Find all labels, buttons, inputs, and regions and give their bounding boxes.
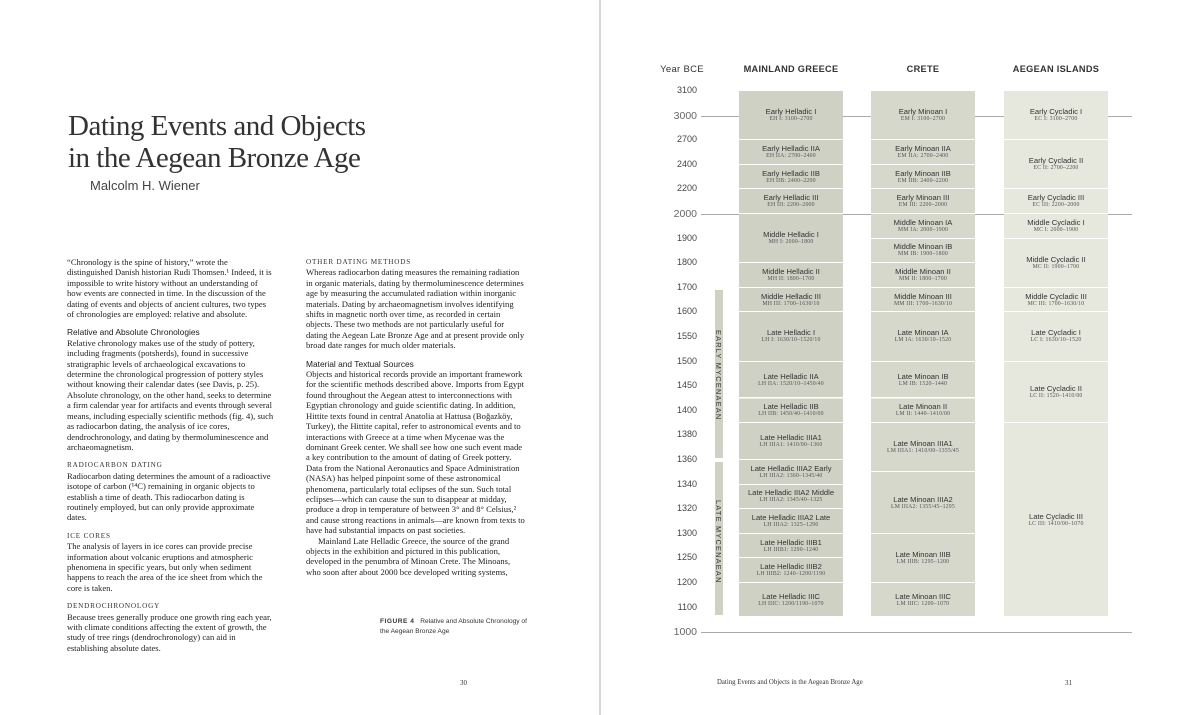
period-dates: EC III: 2200–2000: [1032, 202, 1080, 209]
period-cell: [739, 399, 843, 424]
column-header-mainland: MAINLAND GREECE: [743, 64, 839, 74]
paragraph: Whereas radiocarbon dating measures the remaining radiation in organic materials, dating by thermoluminescence determines age by measuring the accumulated radiation within inorganic materials. Dating by archaeomagnetism involves identifying shifts in magnetic north over time, as recorded in certain objects. These two methods are not particularly useful for dating the Aegean Late Bronze Age and at present provide only broad date ranges for much older materials.: [306, 267, 525, 351]
period-name: Late Helladic IIIA2 Early: [750, 463, 832, 473]
period-dates: LC III: 1410/00–1070: [1028, 520, 1084, 527]
period-cell: [871, 189, 975, 214]
y-tick-label: 1400: [676, 404, 697, 415]
y-tick-label: 1600: [676, 306, 697, 317]
period-name: Middle Cycladic II: [1026, 254, 1086, 264]
period-cell: [739, 312, 843, 361]
period-dates: MH II: 1800–1700: [767, 275, 815, 282]
period-dates: EM IIB: 2400–2200: [897, 177, 949, 184]
subsection-heading: RADIOCARBON DATING: [67, 461, 163, 470]
subsection-heading: ICE CORES: [67, 531, 111, 540]
period-dates: EH IIA: 2700–2400: [766, 152, 816, 159]
period-name: Late Helladic IIIA2 Middle: [747, 488, 835, 498]
period-dates: EH I: 3100–2700: [769, 116, 813, 123]
period-name: Middle Minoan IB: [893, 242, 953, 252]
period-dates: LM IIIC: 1200–1070: [896, 600, 950, 607]
period-cell: [871, 263, 975, 288]
period-name: Middle Helladic I: [763, 230, 819, 240]
period-name: Late Helladic IIIB2: [760, 562, 822, 572]
period-name: Early Helladic IIA: [762, 143, 820, 153]
y-tick-label: 2700: [676, 134, 697, 145]
y-tick-label: 2400: [676, 158, 697, 169]
period-dates: MM IB: 1900–1800: [898, 251, 948, 258]
period-name: Late Minoan IB: [897, 371, 949, 381]
paragraph: Objects and historical records provide an important framework for the scientific methods described above. Imports from Egypt found throughout the Aegean attest to interconnections with Egyptian chronology and guide scientific dating. In addition, Hittite texts found in central Anatolia at Hattusa (Boğazköy, Turkey), the Hittite capital, refer to astronomical events and to interactions with Greece at a time when Mycenae was the dominant Greek center. We shall see how one such event made a key contribution to the amount of dating of Greek pottery. Data from the National Aeronautics and Space Administration (NASA) has helped pinpoint some of these astronomical phenomena, particularly total eclipses of the sun. Such total eclipses—which can cause the sun to disappear at midday, produce a drop in temperature of between 3° and 8° Celsius,² and cause strong reactions in animals—are known from texts to have had substantial impacts on past societies.: [306, 369, 525, 536]
column-header-islands: AEGEAN ISLANDS: [1012, 64, 1100, 74]
period-name: Late Minoan II: [898, 402, 948, 412]
author: Malcolm H. Wiener: [90, 178, 200, 193]
y-tick-label: 1380: [676, 429, 697, 440]
period-cell: [1004, 312, 1108, 361]
period-name: Late Helladic IIB: [763, 402, 819, 412]
page-number: 30: [460, 679, 467, 687]
y-tick-label: 3100: [676, 85, 697, 95]
period-name: Early Cycladic III: [1027, 193, 1085, 203]
period-cell: [871, 312, 975, 361]
period-dates: LM IB: 1520–1440: [898, 380, 948, 387]
y-tick-label: 1250: [676, 552, 697, 563]
period-name: Late Minoan IIIC: [895, 591, 951, 601]
y-tick-label: 1550: [676, 331, 697, 341]
period-cell: [739, 263, 843, 288]
period-cell: [871, 214, 975, 239]
period-cell: [739, 460, 843, 485]
mycenaean-period-label: EARLY MYCENAEAN: [714, 329, 723, 421]
period-name: Early Helladic III: [763, 193, 819, 203]
period-cell: [1004, 288, 1108, 313]
y-axis-header: Year BCE: [660, 64, 704, 75]
period-dates: LH IIIA2: 1360–1345/40: [759, 472, 823, 479]
period-dates: LM IIIA2: 1355/45–1295: [891, 503, 955, 510]
period-dates: MC III: 1700–1630/10: [1027, 300, 1085, 307]
period-dates: LH IIB: 1450/40–1410/00: [758, 411, 824, 418]
period-cell: [871, 399, 975, 424]
subsection-heading: DENDROCHRONOLOGY: [67, 602, 161, 611]
period-cell: [739, 485, 843, 510]
period-name: Late Minoan IIIB: [895, 549, 951, 559]
period-cell: [739, 288, 843, 313]
period-cell: [871, 91, 975, 140]
period-name: Late Cycladic I: [1031, 328, 1081, 338]
period-cell: [1004, 189, 1108, 214]
section-heading: Material and Textual Sources: [306, 358, 414, 369]
period-cell: [871, 239, 975, 264]
figure-caption-text: Relative and Absolute Chronology of the Aegean Bronze Age: [380, 618, 527, 635]
period-cell: [1004, 91, 1108, 140]
period-name: Late Helladic I: [766, 328, 816, 338]
period-cell: [1004, 423, 1108, 617]
period-name: Middle Minoan III: [894, 291, 952, 301]
period-dates: EM III: 2200–2000: [898, 202, 948, 209]
paragraph: “Chronology is the spine of history,” wrote the distinguished Danish historian Rudi Thomsen.¹ Indeed, it is impossible to write history without an understanding of how events are connected in time. In the discussion of the dating of events and objects of ancient cultures, two types of chronologies are employed: relative and absolute.: [67, 257, 272, 320]
period-cell: [1004, 214, 1108, 239]
period-name: Late Cycladic II: [1030, 383, 1082, 393]
period-cell: [739, 91, 843, 140]
period-name: Middle Minoan II: [895, 266, 951, 276]
period-dates: MM II: 1800–1700: [899, 275, 947, 282]
period-name: Middle Minoan IA: [893, 217, 953, 227]
y-tick-label: 1500: [676, 355, 697, 366]
period-cell: [871, 583, 975, 617]
chronology-chart: [601, 0, 1200, 715]
y-tick-label: 1100: [677, 601, 697, 612]
y-tick-label: 2200: [676, 183, 697, 194]
period-dates: LM II: 1440–1410/00: [895, 411, 951, 418]
period-name: Early Cycladic I: [1029, 107, 1083, 117]
period-name: Late Minoan IIIA2: [893, 494, 953, 504]
period-cell: [739, 165, 843, 190]
period-dates: LH IIIA1: 1410/00–1360: [759, 442, 823, 449]
period-dates: LC I: 1630/10–1520: [1030, 337, 1082, 344]
period-dates: MH III: 1700–1630/10: [762, 300, 820, 307]
period-dates: MC I: 2000–1900: [1033, 226, 1079, 233]
period-name: Late Helladic IIIA1: [760, 433, 822, 443]
period-name: Late Cycladic III: [1028, 511, 1084, 521]
period-name: Late Minoan IA: [897, 328, 949, 338]
left-page: [0, 0, 599, 715]
section-heading: Relative and Absolute Chronologies: [67, 327, 200, 338]
period-dates: LH IIIB1: 1290–1240: [763, 546, 819, 553]
page-title: [68, 110, 366, 174]
period-cell: [1004, 362, 1108, 424]
period-name: Early Cycladic II: [1028, 156, 1084, 166]
y-tick-label: 1900: [676, 232, 697, 243]
period-name: Middle Cycladic I: [1027, 217, 1085, 227]
period-cell: [739, 583, 843, 617]
period-dates: LH IIIB2: 1240–1200/1190: [756, 571, 826, 578]
y-tick-label: 3000: [673, 109, 697, 122]
period-name: Late Helladic IIIB1: [760, 537, 822, 547]
subsection-heading: OTHER DATING METHODS: [306, 258, 412, 266]
period-dates: MH I: 2000–1800: [768, 239, 814, 246]
period-name: Middle Cycladic III: [1025, 291, 1087, 301]
right-page: [601, 0, 1200, 715]
period-cell: [1004, 239, 1108, 288]
period-cell: [739, 140, 843, 165]
y-tick-label: 1300: [676, 527, 697, 538]
period-cell: [739, 423, 843, 460]
period-name: Middle Helladic II: [762, 266, 820, 276]
period-dates: LH I: 1630/10–1520/10: [761, 337, 821, 344]
period-dates: MM III: 1700–1630/10: [893, 300, 953, 307]
period-name: Early Minoan IIB: [895, 168, 951, 178]
period-cell: [739, 558, 843, 583]
period-dates: EM I: 3100–2700: [900, 116, 946, 123]
period-name: Early Helladic I: [765, 107, 817, 117]
period-cell: [739, 189, 843, 214]
period-dates: EM IIA: 2700–2400: [897, 152, 949, 159]
period-dates: LH IIIC: 1200/1190–1070: [758, 600, 824, 607]
period-cell: [739, 534, 843, 559]
y-tick-label: 1340: [676, 478, 697, 489]
y-tick-label: 1000: [673, 626, 697, 639]
period-dates: MC II: 1900–1700: [1032, 263, 1080, 270]
paragraph: Radiocarbon dating determines the amount of a radioactive isotope of carbon (¹⁴C) remaining in organic objects to establish a time of death. This radiocarbon dating is routinely employed, but can only provide approximate dates.: [67, 470, 271, 523]
y-tick-label: 1320: [676, 503, 697, 514]
period-cell: [1004, 140, 1108, 189]
period-name: Late Minoan IIIA1: [893, 439, 953, 449]
period-name: Late Helladic IIIC: [762, 591, 820, 601]
paragraph: The analysis of layers in ice cores can provide precise information about volcanic eruptions and atmospheric phenomena in specific years, but only when sediment happens to reach the area of the ice sheet from which the core is taken.: [67, 541, 263, 593]
text-column-1: [67, 257, 274, 653]
period-dates: LM IIIB: 1295–1200: [896, 558, 950, 565]
figure-caption: [380, 617, 530, 637]
period-name: Early Helladic IIB: [762, 168, 820, 178]
period-cell: [739, 362, 843, 399]
period-cell: [739, 214, 843, 263]
period-dates: LH IIIA2: 1345/40–1325: [759, 497, 823, 504]
period-name: Early Minoan IIA: [895, 143, 951, 153]
period-cell: [739, 509, 843, 534]
title-line-2: in the Aegean Bronze Age: [68, 142, 361, 174]
y-tick-label: 2000: [673, 208, 697, 220]
period-dates: EC I: 3100–2700: [1034, 116, 1078, 123]
page-number: 31: [1065, 679, 1072, 687]
period-cell: [871, 165, 975, 190]
y-tick-label: 1800: [676, 257, 697, 268]
paragraph: Because trees generally produce one growth ring each year, with climate conditions affecting the extent of growth, the study of tree rings (dendrochronology) can aid in establishing absolute dates.: [67, 611, 272, 653]
period-name: Middle Helladic III: [761, 291, 821, 301]
text-column-2: [306, 257, 525, 577]
period-cell: [871, 362, 975, 399]
y-tick-label: 1360: [676, 454, 697, 464]
y-tick-label: 1200: [676, 577, 697, 587]
period-dates: EH III: 2200–2000: [767, 202, 815, 209]
period-name: Late Helladic IIIA2 Late: [751, 512, 831, 522]
paragraph: Mainland Late Helladic Greece, the source of the grand objects in the exhibition and pictured in this publication, developed in the penumbra of Minoan Crete. The Minoans, who soon after about 2000 bce developed writing systems,: [306, 535, 511, 577]
figure-label: FIGURE 4: [380, 618, 415, 625]
period-dates: MM IA: 2000–1900: [897, 226, 949, 233]
period-dates: LC II: 1520–1410/00: [1029, 392, 1083, 399]
period-cell: [871, 423, 975, 472]
period-dates: LH IIA: 1520/10–1450/40: [758, 380, 824, 387]
period-dates: EH IIB: 2400–2200: [766, 177, 816, 184]
period-dates: EC II: 2700–2200: [1033, 165, 1079, 172]
period-cell: [871, 140, 975, 165]
period-dates: LH IIIA2: 1325–1290: [763, 521, 819, 528]
period-dates: LM IA: 1630/10–1520: [894, 337, 952, 344]
period-cell: [871, 534, 975, 583]
title-line-1: Dating Events and Objects: [68, 110, 366, 142]
period-cell: [871, 288, 975, 313]
column-header-crete: CRETE: [906, 64, 940, 74]
era-divider-line: [701, 632, 1132, 633]
period-name: Early Minoan III: [896, 193, 950, 203]
period-name: Late Helladic IIA: [763, 371, 819, 381]
y-tick-label: 1450: [676, 380, 697, 391]
period-dates: LM IIIA1: 1410/00–1355/45: [887, 448, 959, 455]
period-cell: [871, 472, 975, 534]
paragraph: Relative chronology makes use of the study of pottery, including fragments (potsherds), found in successive stratigraphic levels of archaeological excavations to determine the chronological progression of pottery styles without knowing their calendar dates (see Davis, p. 25). Absolute chronology, on the other hand, seeks to determine a firm calendar year for artifacts and events through several means, including especially scientific methods (fig. 4), such as radiocarbon dating, the analysis of ice cores, dendrochronology, and dating by thermoluminescence and archaeomagnetism.: [67, 337, 274, 452]
mycenaean-period-label: LATE MYCENAEAN: [714, 500, 723, 584]
y-tick-label: 1700: [676, 281, 697, 292]
period-name: Early Minoan I: [898, 107, 948, 117]
running-footer: Dating Events and Objects in the Aegean Bronze Age: [717, 679, 863, 686]
